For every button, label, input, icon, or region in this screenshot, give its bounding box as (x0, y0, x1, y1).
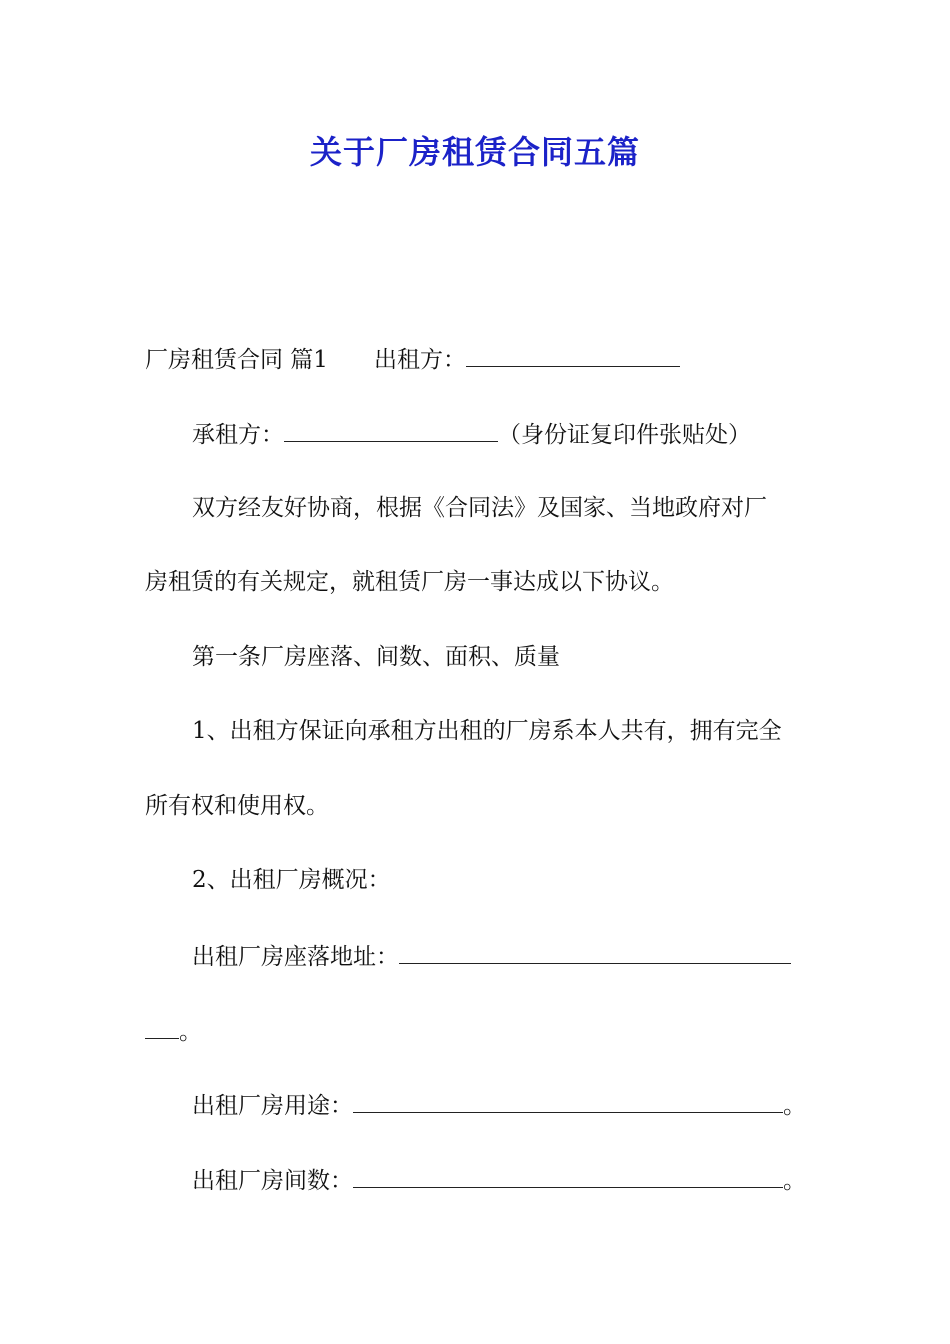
address-label: 出租厂房座落地址： (192, 944, 399, 970)
article-1-heading: 第一条厂房座落、间数、面积、质量 (192, 644, 560, 670)
line-use (192, 1088, 806, 1122)
line-address (192, 939, 791, 973)
use-end-mark: 。 (783, 1093, 806, 1119)
lessor-label: 出租方： (373, 347, 466, 373)
paragraph-1-line-a: 双方经友好协商，根据《合同法》及国家、当地政府对厂 (192, 495, 767, 521)
use-blank (353, 1088, 783, 1113)
rooms-blank (353, 1163, 783, 1188)
item-2-heading: 2、出租厂房概况： (192, 867, 391, 893)
lessor-blank (466, 342, 680, 367)
item-1-line-b: 所有权和使用权。 (145, 793, 329, 819)
paragraph-1-line-b: 房租赁的有关规定，就租赁厂房一事达成以下协议。 (145, 569, 674, 595)
use-label: 出租厂房用途： (192, 1093, 353, 1119)
lessee-label: 承租方： (192, 422, 284, 448)
line-heading-lessor (145, 342, 680, 376)
address-blank-cont (145, 1014, 179, 1039)
line-lessee (192, 417, 751, 451)
line-rooms (192, 1163, 806, 1197)
item-1-line-a: 1、出租方保证向承租方出租的厂房系本人共有，拥有完全 (192, 718, 782, 744)
contract-heading: 厂房租赁合同 篇1 (145, 347, 328, 373)
document-title: 关于厂房租赁合同五篇 (309, 133, 640, 171)
line-address-cont (145, 1014, 202, 1048)
address-end-mark: 。 (179, 1019, 202, 1045)
address-blank (399, 939, 791, 964)
rooms-end-mark: 。 (783, 1168, 806, 1194)
rooms-label: 出租厂房间数： (192, 1168, 353, 1194)
id-copy-note: （身份证复印件张贴处） (498, 422, 751, 448)
lessee-blank (284, 417, 498, 442)
